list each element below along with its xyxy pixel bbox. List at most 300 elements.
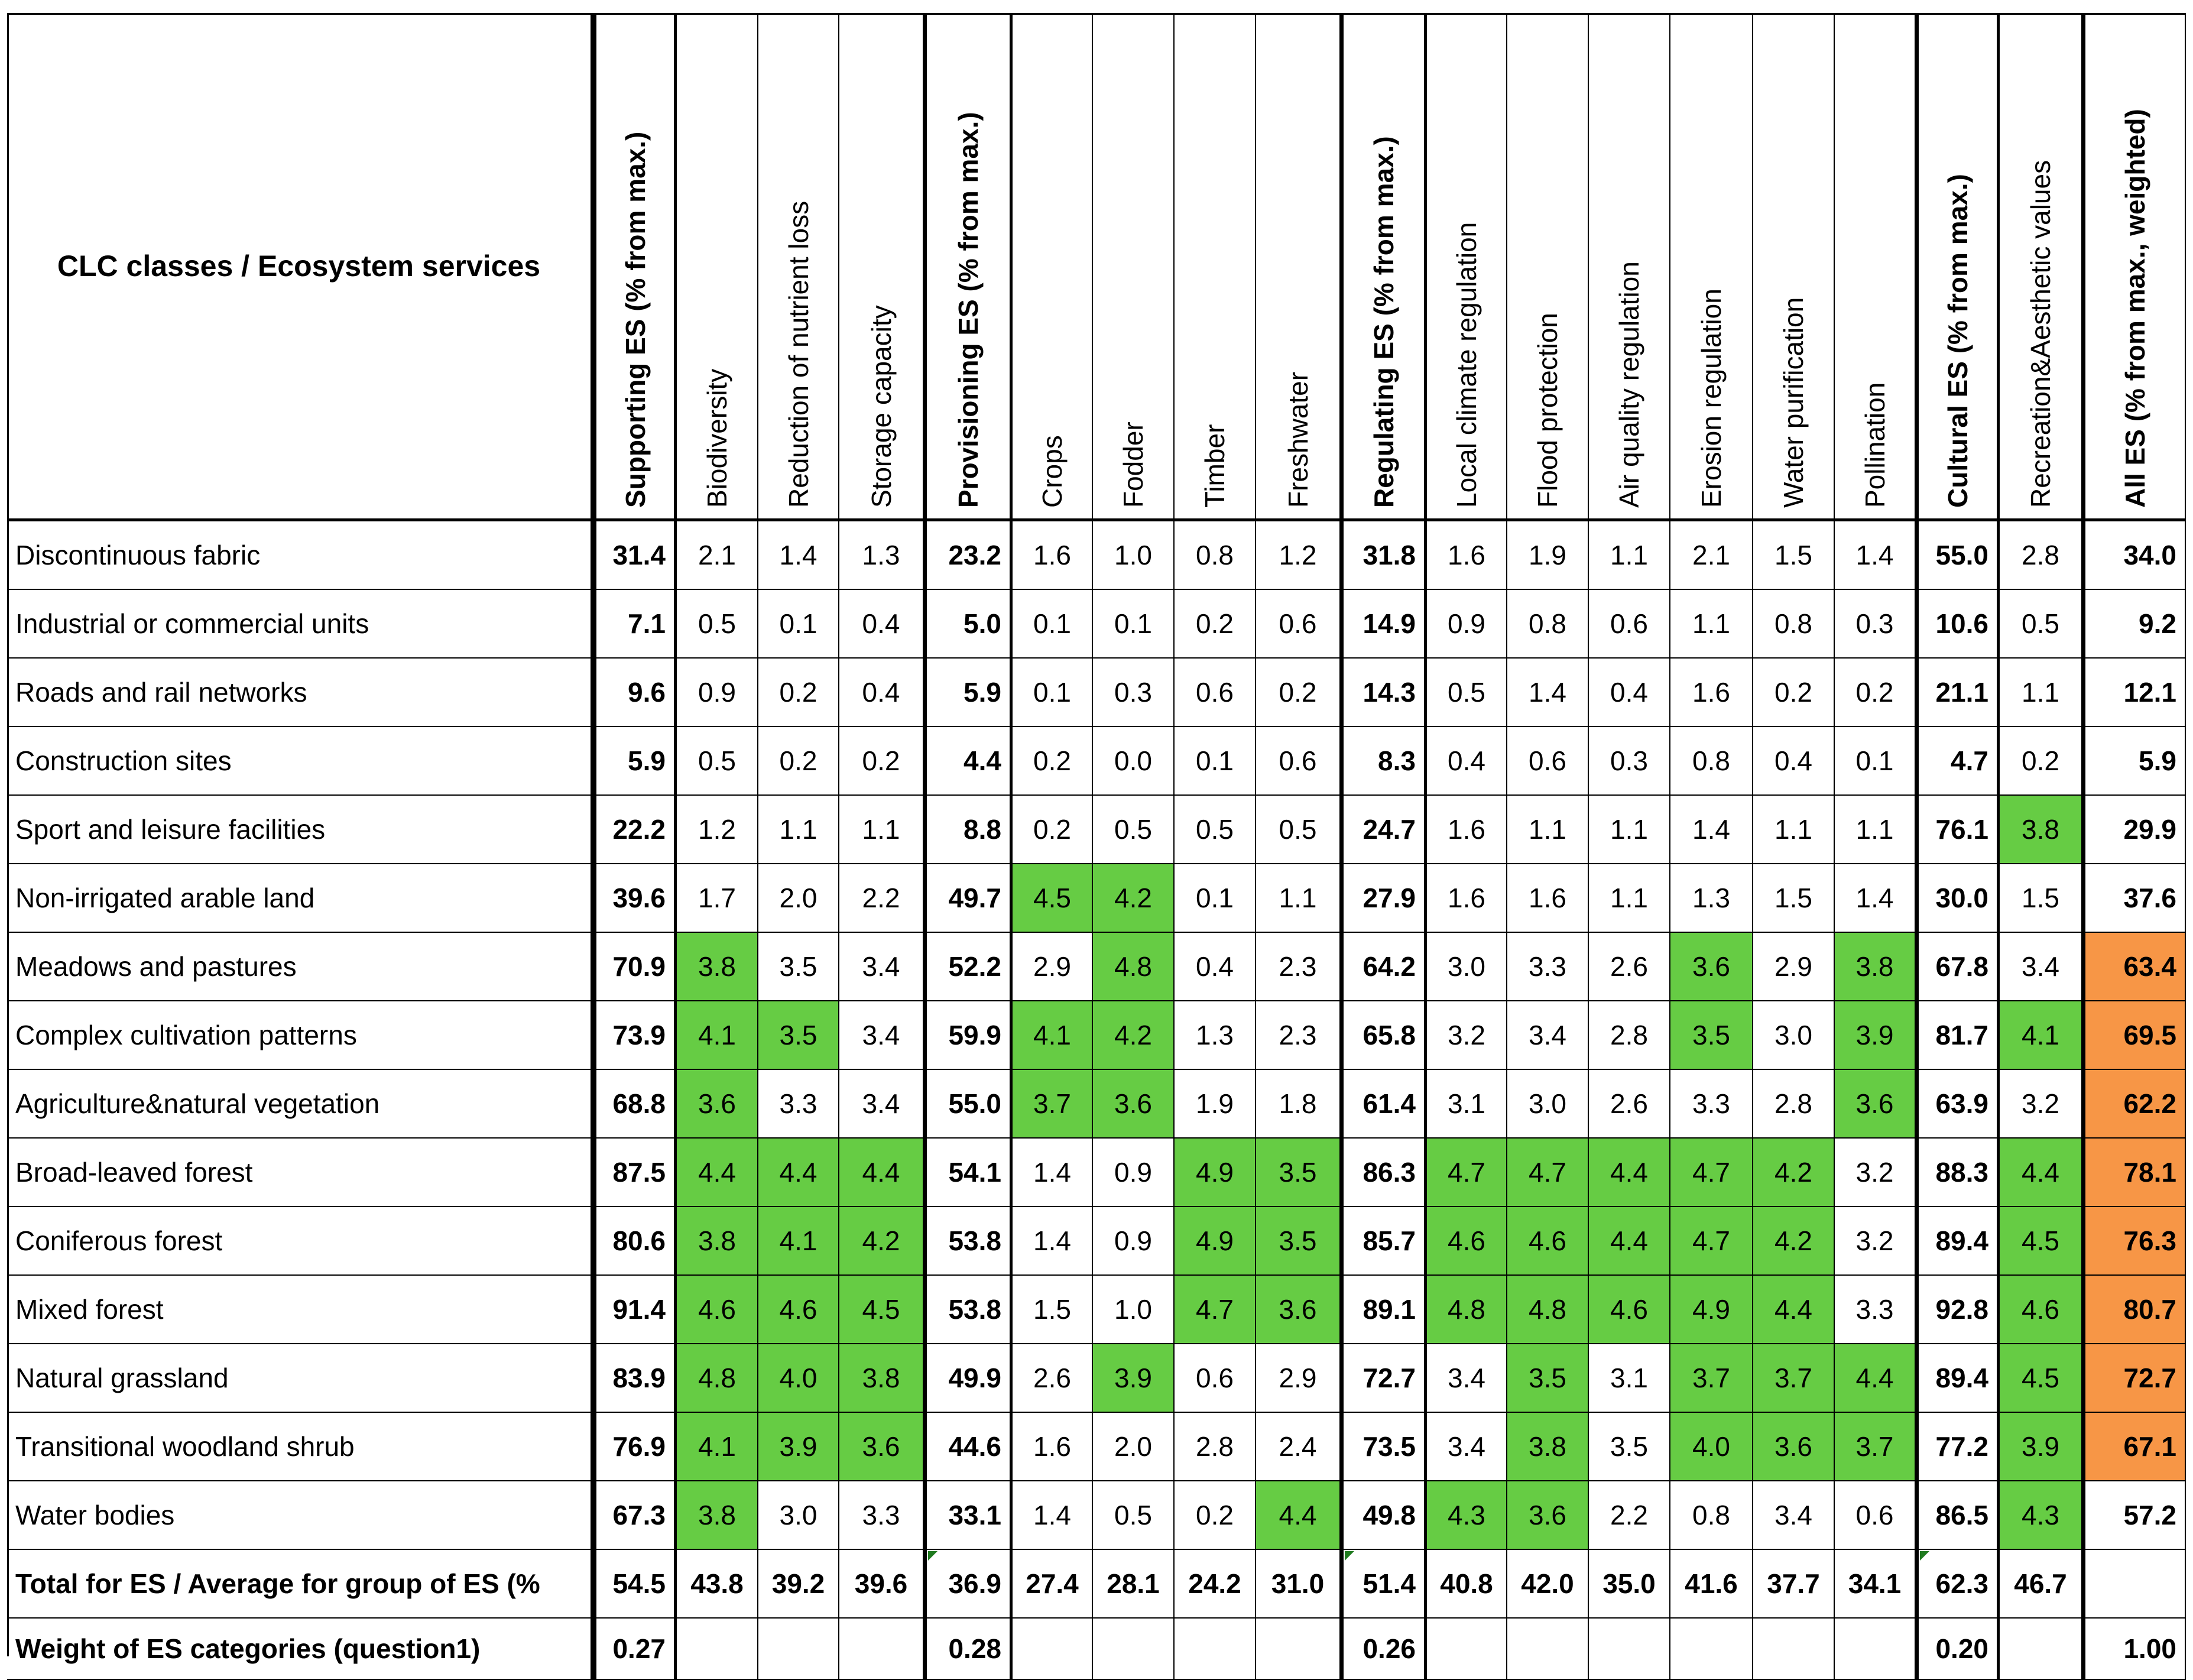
table-cell [1013,1619,1093,1680]
table-cell: 2.8 [1589,1001,1670,1070]
table-cell: 3.2 [1835,1139,1916,1207]
column-header-label: Regulating ES (% from max.) [1368,136,1399,508]
table-cell: 3.1 [1427,1070,1507,1139]
table-cell: 3.8 [677,933,758,1001]
table-cell: 1.1 [1589,521,1670,590]
table-cell: 0.8 [1507,590,1589,659]
table-cell: 0.1 [1093,590,1175,659]
table-cell: 3.7 [1013,1070,1093,1139]
table-cell: 1.5 [1753,864,1835,933]
table-cell: 70.9 [593,933,677,1001]
row-label: Weight of ES categories (question1) [7,1619,593,1680]
table-cell: 3.1 [1589,1344,1670,1413]
column-header [1175,13,1256,521]
column-header [2082,13,2186,521]
table-cell: 0.9 [677,659,758,727]
column-header-label: Freshwater [1282,371,1313,508]
table-cell: 1.5 [1753,521,1835,590]
table-cell: 4.9 [1670,1276,1753,1344]
table-cell: 0.3 [1835,590,1916,659]
column-header [677,13,758,521]
row-label: Water bodies [7,1481,593,1550]
column-header-label: Fodder [1118,421,1149,508]
table-cell [839,1619,924,1680]
table-cell: 0.6 [1835,1481,1916,1550]
table-cell: 0.9 [1427,590,1507,659]
table-cell: 4.8 [1427,1276,1507,1344]
table-cell: 5.9 [2082,727,2186,796]
table-cell: 3.9 [758,1413,839,1481]
table-cell: 3.4 [839,933,924,1001]
table-cell: 29.9 [2082,796,2186,864]
table-cell: 2.8 [1753,1070,1835,1139]
table-cell: 89.4 [1916,1344,2000,1413]
table-cell [1507,1619,1589,1680]
table-cell: 2.6 [1013,1344,1093,1413]
table-cell [1427,1619,1507,1680]
table-cell: 0.6 [1507,727,1589,796]
table-cell: 0.2 [1753,659,1835,727]
table-cell: 0.3 [1093,659,1175,727]
column-header [1427,13,1507,521]
table-cell: 41.6 [1670,1550,1753,1619]
table-cell: 1.4 [1507,659,1589,727]
column-header [1507,13,1589,521]
table-cell: 0.1 [1175,727,1256,796]
table-cell: 4.6 [1427,1207,1507,1276]
table-cell: 1.4 [758,521,839,590]
table-cell: 9.2 [2082,590,2186,659]
table-cell: 62.3 [1916,1550,2000,1619]
column-header-label: Biodiversity [702,368,732,508]
table-cell: 1.5 [2000,864,2082,933]
table-cell: 31.8 [1341,521,1427,590]
table-cell: 3.9 [1835,1001,1916,1070]
table-cell [677,1619,758,1680]
table-cell: 0.4 [839,659,924,727]
table-cell: 4.5 [839,1276,924,1344]
table-cell: 4.1 [2000,1001,2082,1070]
table-cell: 4.4 [1589,1139,1670,1207]
table-cell: 1.8 [1256,1070,1341,1139]
table-cell: 1.9 [1175,1070,1256,1139]
table-cell: 0.1 [1835,727,1916,796]
table-cell: 3.4 [1427,1344,1507,1413]
table-cell: 57.2 [2082,1481,2186,1550]
table-cell: 4.1 [1013,1001,1093,1070]
table-cell: 2.6 [1589,1070,1670,1139]
table-cell: 1.3 [1670,864,1753,933]
table-cell: 4.5 [2000,1207,2082,1276]
table-cell: 3.8 [839,1344,924,1413]
table-cell: 4.7 [1916,727,2000,796]
table-cell: 0.5 [1175,796,1256,864]
table-cell: 1.6 [1670,659,1753,727]
table-cell: 2.2 [839,864,924,933]
table-cell: 1.6 [1427,864,1507,933]
table-cell: 23.2 [924,521,1013,590]
table-cell: 3.3 [839,1481,924,1550]
row-label: Total for ES / Average for group of ES (% [7,1550,593,1619]
table-cell: 3.6 [1753,1413,1835,1481]
table-cell: 0.1 [1013,590,1093,659]
table-cell: 0.1 [758,590,839,659]
column-header [1093,13,1175,521]
column-header-label: Erosion regulation [1696,288,1727,508]
table-cell: 27.9 [1341,864,1427,933]
table-cell: 0.2 [1013,796,1093,864]
table-cell: 1.9 [1507,521,1589,590]
table-cell: 68.8 [593,1070,677,1139]
table-cell: 4.2 [839,1207,924,1276]
table-cell: 0.5 [1093,796,1175,864]
table-cell: 0.28 [924,1619,1013,1680]
table-cell: 39.6 [839,1550,924,1619]
table-cell: 1.2 [677,796,758,864]
table-cell: 4.7 [1507,1139,1589,1207]
column-header-label: Provisioning ES (% from max.) [953,112,984,508]
table-cell [2082,1550,2186,1619]
table-cell: 1.1 [758,796,839,864]
table-cell: 73.9 [593,1001,677,1070]
table-cell: 62.2 [2082,1070,2186,1139]
row-label: Agriculture&natural vegetation [7,1070,593,1139]
table-cell: 3.2 [1427,1001,1507,1070]
table-cell [1093,1619,1175,1680]
table-cell: 5.9 [593,727,677,796]
row-label: Natural grassland [7,1344,593,1413]
table-cell: 0.6 [1256,590,1341,659]
column-header [1753,13,1835,521]
table-cell: 0.2 [758,727,839,796]
table-cell: 4.6 [1507,1207,1589,1276]
table-cell: 63.4 [2082,933,2186,1001]
table-cell: 72.7 [2082,1344,2186,1413]
table-cell: 2.0 [758,864,839,933]
table-cell: 3.0 [1507,1070,1589,1139]
table-cell: 0.4 [839,590,924,659]
table-cell: 0.2 [758,659,839,727]
table-cell: 3.4 [1507,1001,1589,1070]
table-cell: 3.5 [1256,1139,1341,1207]
table-cell: 4.4 [1589,1207,1670,1276]
table-cell: 0.4 [1427,727,1507,796]
table-cell: 55.0 [1916,521,2000,590]
table-cell: 24.7 [1341,796,1427,864]
column-header-label: Storage capacity [865,305,897,508]
column-header-label: Reduction of nutrient loss [783,200,814,508]
table-cell: 69.5 [2082,1001,2186,1070]
table-cell: 3.7 [1670,1344,1753,1413]
table-cell: 0.4 [1753,727,1835,796]
table-cell: 0.2 [2000,727,2082,796]
column-header [758,13,839,521]
table-cell: 4.2 [1753,1139,1835,1207]
row-label: Broad-leaved forest [7,1139,593,1207]
column-header [1341,13,1427,521]
table-cell: 3.6 [1256,1276,1341,1344]
table-cell: 72.7 [1341,1344,1427,1413]
table-cell: 73.5 [1341,1413,1427,1481]
table-cell: 43.8 [677,1550,758,1619]
column-header-label: Pollination [1859,382,1890,508]
table-cell: 39.2 [758,1550,839,1619]
table-cell: 5.0 [924,590,1013,659]
table-cell: 63.9 [1916,1070,2000,1139]
table-cell: 4.3 [2000,1481,2082,1550]
row-label: Transitional woodland shrub [7,1413,593,1481]
column-header [1013,13,1093,521]
table-cell: 3.3 [1670,1070,1753,1139]
table-cell: 0.9 [1093,1207,1175,1276]
table-cell: 3.6 [1093,1070,1175,1139]
table-cell: 0.0 [1093,727,1175,796]
table-cell: 59.9 [924,1001,1013,1070]
table-cell: 53.8 [924,1276,1013,1344]
table-cell: 14.3 [1341,659,1427,727]
column-header-label: Water purification [1778,297,1809,508]
table-cell: 8.3 [1341,727,1427,796]
column-header-label: Local climate regulation [1451,222,1482,508]
table-cell: 12.1 [2082,659,2186,727]
column-header [1256,13,1341,521]
table-cell: 0.5 [1427,659,1507,727]
table-cell: 4.1 [758,1207,839,1276]
table-cell: 28.1 [1093,1550,1175,1619]
column-header [1916,13,2000,521]
row-label: Complex cultivation patterns [7,1001,593,1070]
table-cell [1256,1619,1341,1680]
table-cell: 4.6 [2000,1276,2082,1344]
table-cell: 0.5 [1256,796,1341,864]
table-cell: 1.6 [1427,521,1507,590]
table-cell: 4.1 [677,1413,758,1481]
table-cell: 1.0 [1093,1276,1175,1344]
table-cell: 4.4 [1835,1344,1916,1413]
table-cell: 2.4 [1256,1413,1341,1481]
table-cell: 67.1 [2082,1413,2186,1481]
table-cell: 1.4 [1013,1481,1093,1550]
table-cell: 0.8 [1670,1481,1753,1550]
column-header [839,13,924,521]
table-cell: 4.6 [677,1276,758,1344]
table-cell [1589,1619,1670,1680]
table-cell: 52.2 [924,933,1013,1001]
table-cell: 3.5 [1670,1001,1753,1070]
table-cell: 0.8 [1670,727,1753,796]
table-cell: 54.5 [593,1550,677,1619]
table-cell: 0.5 [677,727,758,796]
table-cell: 1.7 [677,864,758,933]
row-label: Sport and leisure facilities [7,796,593,864]
column-header-label: Flood protection [1532,313,1563,508]
table-cell: 3.8 [2000,796,2082,864]
table-cell: 64.2 [1341,933,1427,1001]
table-cell: 81.7 [1916,1001,2000,1070]
table-cell: 49.9 [924,1344,1013,1413]
table-cell: 1.1 [1753,796,1835,864]
table-cell: 2.0 [1093,1413,1175,1481]
table-cell: 1.3 [1175,1001,1256,1070]
table-cell: 86.3 [1341,1139,1427,1207]
table-cell: 76.1 [1916,796,2000,864]
row-label: Construction sites [7,727,593,796]
table-cell: 39.6 [593,864,677,933]
column-header [1835,13,1916,521]
table-cell: 9.6 [593,659,677,727]
table-cell: 3.6 [839,1413,924,1481]
table-cell: 4.2 [1093,864,1175,933]
table-cell: 34.1 [1835,1550,1916,1619]
table-cell: 37.6 [2082,864,2186,933]
table-cell: 2.8 [1175,1413,1256,1481]
table-cell: 4.8 [1093,933,1175,1001]
table-cell: 2.9 [1753,933,1835,1001]
table-cell: 1.4 [1670,796,1753,864]
table-cell: 3.4 [839,1070,924,1139]
table-cell: 61.4 [1341,1070,1427,1139]
table-cell: 33.1 [924,1481,1013,1550]
table-cell: 4.9 [1175,1139,1256,1207]
table-cell: 49.7 [924,864,1013,933]
table-cell: 3.4 [1427,1413,1507,1481]
table-cell: 89.4 [1916,1207,2000,1276]
table-cell: 4.0 [758,1344,839,1413]
column-header [593,13,677,521]
table-cell: 0.6 [1175,659,1256,727]
table-cell: 92.8 [1916,1276,2000,1344]
table-cell: 3.5 [758,933,839,1001]
table-cell: 2.3 [1256,933,1341,1001]
table-cell: 4.0 [1670,1413,1753,1481]
table-cell: 1.5 [1013,1276,1093,1344]
table-cell: 3.5 [758,1001,839,1070]
table-cell: 4.5 [2000,1344,2082,1413]
table-cell: 1.4 [1835,864,1916,933]
table-cell: 3.5 [1256,1207,1341,1276]
table-cell: 0.6 [1175,1344,1256,1413]
table-cell: 3.6 [1670,933,1753,1001]
table-cell: 4.6 [758,1276,839,1344]
table-cell: 4.5 [1013,864,1093,933]
table-cell: 40.8 [1427,1550,1507,1619]
table-cell: 0.5 [1093,1481,1175,1550]
table-cell: 3.0 [1427,933,1507,1001]
table-cell: 22.2 [593,796,677,864]
table-cell: 8.8 [924,796,1013,864]
table-cell: 1.1 [1256,864,1341,933]
table-cell: 1.4 [1835,521,1916,590]
table-cell: 3.5 [1507,1344,1589,1413]
table-cell: 87.5 [593,1139,677,1207]
table-cell: 3.6 [677,1070,758,1139]
table-cell: 1.0 [1093,521,1175,590]
column-header-label: Supporting ES (% from max.) [619,131,651,508]
table-cell: 3.8 [1507,1413,1589,1481]
table-cell: 4.4 [2000,1139,2082,1207]
table-cell: 0.9 [1093,1139,1175,1207]
table-cell: 4.4 [1753,1276,1835,1344]
table-cell: 54.1 [924,1139,1013,1207]
table-cell: 4.4 [924,727,1013,796]
table-cell: 1.00 [2082,1619,2186,1680]
column-header-label: All ES (% from max., weighted) [2120,109,2150,508]
table-cell: 1.1 [2000,659,2082,727]
table-cell: 27.4 [1013,1550,1093,1619]
table-cell: 1.1 [1589,796,1670,864]
table-cell: 65.8 [1341,1001,1427,1070]
row-label: Coniferous forest [7,1207,593,1276]
table-cell: 0.1 [1175,864,1256,933]
table-cell: 0.2 [1256,659,1341,727]
table-cell: 2.2 [1589,1481,1670,1550]
column-header [1670,13,1753,521]
table-cell [2000,1619,2082,1680]
table-cell: 77.2 [1916,1413,2000,1481]
column-header-label: Air quality regulation [1614,261,1644,508]
table-cell: 76.3 [2082,1207,2186,1276]
table-cell: 42.0 [1507,1550,1589,1619]
table-cell: 0.8 [1753,590,1835,659]
table-cell: 4.7 [1427,1139,1507,1207]
table-cell: 4.6 [1589,1276,1670,1344]
table-cell: 4.2 [1753,1207,1835,1276]
table-cell: 3.3 [758,1070,839,1139]
table-cell: 1.6 [1013,521,1093,590]
table-cell [1670,1619,1753,1680]
table-cell: 49.8 [1341,1481,1427,1550]
table-cell: 1.1 [1835,796,1916,864]
table-cell: 4.4 [1256,1481,1341,1550]
table-cell: 67.8 [1916,933,2000,1001]
table-cell: 4.7 [1175,1276,1256,1344]
table-cell: 3.8 [677,1207,758,1276]
table-cell: 1.1 [1670,590,1753,659]
table-cell: 35.0 [1589,1550,1670,1619]
row-label: Mixed forest [7,1276,593,1344]
table-cell: 3.2 [1835,1207,1916,1276]
table-cell: 0.20 [1916,1619,2000,1680]
table-cell: 3.7 [1835,1413,1916,1481]
table-cell: 4.8 [677,1344,758,1413]
table-cell: 1.1 [839,796,924,864]
table-cell: 2.6 [1589,933,1670,1001]
table-cell: 31.4 [593,521,677,590]
column-header-label: Crops [1037,435,1068,508]
corner-header: CLC classes / Ecosystem services [7,13,593,521]
table-cell: 3.6 [1835,1070,1916,1139]
table-cell: 3.8 [677,1481,758,1550]
table-cell: 3.3 [1507,933,1589,1001]
row-label: Discontinuous fabric [7,521,593,590]
column-header-label: Cultural ES (% from max.) [1942,174,1973,508]
table-cell: 3.2 [2000,1070,2082,1139]
table-cell: 0.8 [1175,521,1256,590]
column-header-label: Timber [1199,424,1230,508]
table-cell: 0.4 [1589,659,1670,727]
table-cell: 4.8 [1507,1276,1589,1344]
table-cell: 2.8 [2000,521,2082,590]
table-cell: 4.7 [1670,1139,1753,1207]
table-cell: 2.3 [1256,1001,1341,1070]
table-cell: 2.9 [1256,1344,1341,1413]
table-cell: 1.1 [1589,864,1670,933]
table-cell: 86.5 [1916,1481,2000,1550]
table-cell: 3.3 [1835,1276,1916,1344]
table-cell: 0.4 [1175,933,1256,1001]
table-cell: 2.1 [1670,521,1753,590]
column-header-label: Recreation&Aesthetic values [2025,160,2056,508]
